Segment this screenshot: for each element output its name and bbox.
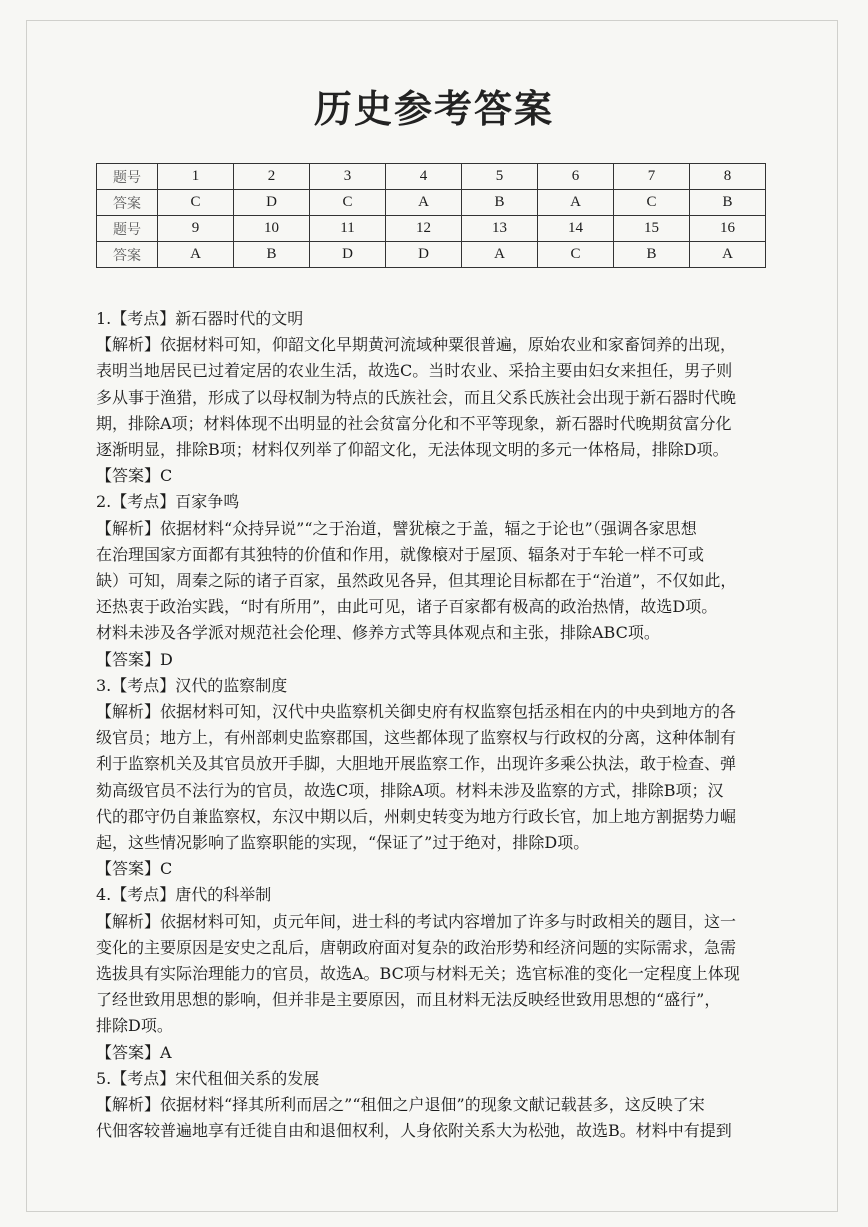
text-line: 【解析】依据材料可知，汉代中央监察机关御史府有权监察包括丞相在内的中央到地方的各 (96, 702, 737, 722)
answer-cell: 6 (538, 164, 614, 190)
text-line: 选拔具有实际治理能力的官员，故选A。BC项与材料无关；选官标准的变化一定程度上体现 (96, 964, 740, 984)
text-line: 3.【考点】汉代的监察制度 (96, 675, 288, 695)
text-line: 【解析】依据材料“择其所利而居之”“租佃之户退佃”的现象文献记载甚多，这反映了宋 (96, 1095, 705, 1115)
answer-cell: D (234, 190, 310, 216)
text-line: 缺）可知，周秦之际的诸子百家，虽然政见各异，但其理论目标都在于“治道”，不仅如此， (96, 571, 737, 591)
answer-cell: 11 (310, 216, 386, 242)
text-line: 级官员；地方上，有州部刺史监察郡国，这些都体现了监察权与行政权的分离，这种体制有 (96, 728, 737, 748)
answer-cell: A (386, 190, 462, 216)
answer-cell: 14 (538, 216, 614, 242)
answer-cell: 8 (690, 164, 766, 190)
text-line: 【答案】C (96, 859, 173, 879)
answer-cell: B (614, 242, 690, 268)
text-line: 材料未涉及各学派对规范社会伦理、修养方式等具体观点和主张，排除ABC项。 (96, 623, 660, 643)
text-line: 4.【考点】唐代的科举制 (96, 885, 272, 905)
answer-cell: 10 (234, 216, 310, 242)
text-line: 【解析】依据材料可知，仰韶文化早期黄河流域种粟很普遍，原始农业和家畜饲养的出现， (96, 335, 737, 355)
answer-cell: 5 (462, 164, 538, 190)
answer-cell: C (158, 190, 234, 216)
text-line: 了经世致用思想的影响，但并非是主要原因，而且材料无法反映经世致用思想的“盛行”， (96, 990, 721, 1010)
answer-cell: C (538, 242, 614, 268)
text-line: 代的郡守仍自兼监察权，东汉中期以后，州刺史转变为地方行政长官，加上地方割据势力崛 (96, 806, 737, 826)
answer-cell: C (310, 190, 386, 216)
text-line: 代佃客较普遍地享有迁徙自由和退佃权利，人身依附关系大为松弛，故选B。材料中有提到 (96, 1121, 732, 1141)
answer-cell: A (158, 242, 234, 268)
text-line: 利于监察机关及其官员放开手脚，大胆地开展监察工作，出现许多乘公执法，敢于检查、弹 (96, 754, 737, 774)
answer-table-row (97, 164, 766, 190)
answer-cell: 13 (462, 216, 538, 242)
text-line: 劾高级官员不法行为的官员，故选C项，排除A项。材料未涉及监察的方式，排除B项；汉 (96, 780, 724, 800)
answer-cell: A (462, 242, 538, 268)
row-header: 题号 (97, 164, 158, 190)
answer-cell: 16 (690, 216, 766, 242)
answer-cell: 15 (614, 216, 690, 242)
text-line: 变化的主要原因是安史之乱后，唐朝政府面对复杂的政治形势和经济问题的实际需求，急需 (96, 937, 737, 957)
text-line: 期，排除A项；材料体现不出明显的社会贫富分化和不平等现象，新石器时代晚期贫富分化 (96, 413, 732, 433)
answer-cell: 4 (386, 164, 462, 190)
answer-table-row (97, 216, 766, 242)
answer-explanations (96, 306, 776, 1145)
answer-cell: 12 (386, 216, 462, 242)
answer-cell: B (462, 190, 538, 216)
text-line: 还热衷于政治实践，“时有所用”，由此可见，诸子百家都有极高的政治热情，故选D项。 (96, 597, 718, 617)
answer-cell: 3 (310, 164, 386, 190)
answer-table (96, 163, 766, 268)
answer-cell: 1 (158, 164, 234, 190)
text-line: 逐渐明显，排除B项；材料仅列举了仰韶文化，无法体现文明的多元一体格局，排除D项。 (96, 440, 729, 460)
text-line: 多从事于渔猎，形成了以母权制为特点的氏族社会，而且父系氏族社会出现于新石器时代晚 (96, 387, 737, 407)
text-line: 【答案】C (96, 466, 173, 486)
answer-cell: C (614, 190, 690, 216)
answer-cell: A (690, 242, 766, 268)
text-line: 起，这些情况影响了监察职能的实现，“保证了”过于绝对，排除D项。 (96, 833, 590, 853)
text-line: 【答案】D (96, 649, 173, 669)
answer-cell: B (690, 190, 766, 216)
text-line: 5.【考点】宋代租佃关系的发展 (96, 1068, 320, 1088)
text-line: 2.【考点】百家争鸣 (96, 492, 240, 512)
answer-cell: A (538, 190, 614, 216)
text-line: 排除D项。 (96, 1016, 173, 1036)
page-title: 历史参考答案 (313, 87, 554, 131)
answer-cell: 7 (614, 164, 690, 190)
row-header: 答案 (97, 242, 158, 268)
answer-cell: D (386, 242, 462, 268)
text-line: 在治理国家方面都有其独特的价值和作用，就像榱对于屋顶、辐条对于车轮一样不可或 (96, 544, 705, 564)
text-line: 1.【考点】新石器时代的文明 (96, 309, 304, 328)
row-header: 答案 (97, 190, 158, 216)
answer-cell: B (234, 242, 310, 268)
answer-table-row (97, 242, 766, 268)
text-line: 【答案】A (96, 1042, 172, 1062)
answer-cell: 2 (234, 164, 310, 190)
answer-cell: 9 (158, 216, 234, 242)
answer-table-row (97, 190, 766, 216)
text-line: 【解析】依据材料可知，贞元年间，进士科的考试内容增加了许多与时政相关的题目，这一 (96, 911, 737, 931)
text-line: 表明当地居民已过着定居的农业生活，故选C。当时农业、采拾主要由妇女来担任，男子则 (96, 361, 733, 381)
row-header: 题号 (97, 216, 158, 242)
text-line: 【解析】依据材料“众持异说”“之于治道，譬犹榱之于盖，辐之于论也”（强调各家思想 (96, 518, 697, 538)
answer-cell: D (310, 242, 386, 268)
